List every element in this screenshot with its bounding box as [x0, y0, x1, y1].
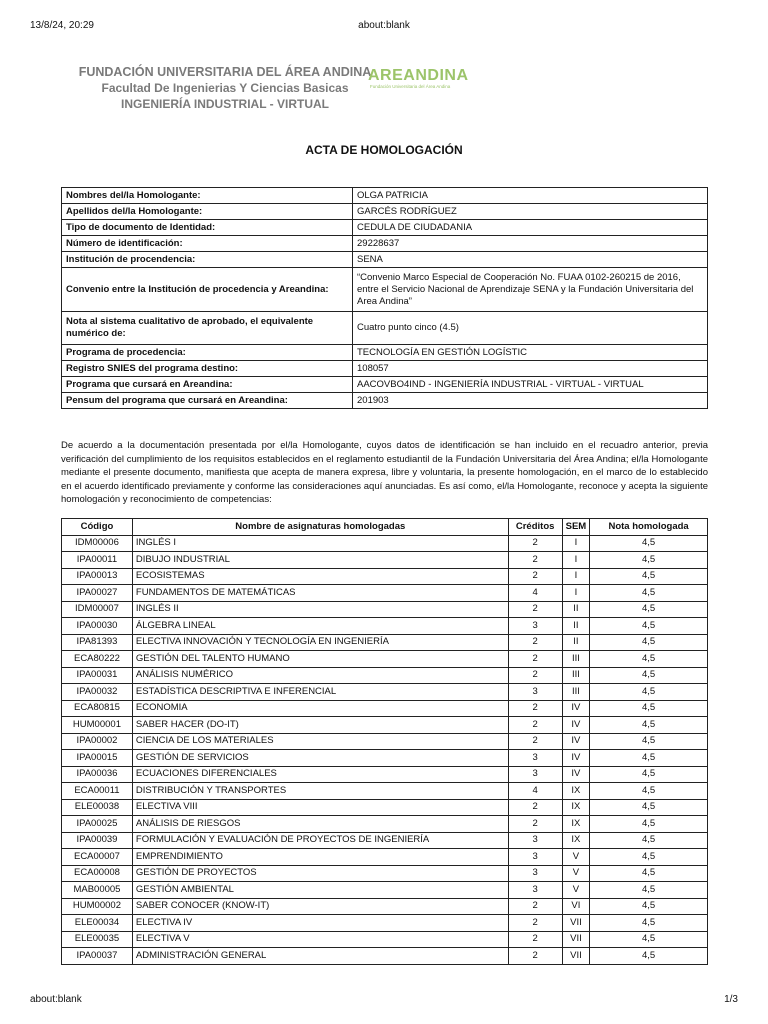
course-code: IPA00027	[62, 585, 133, 602]
course-credits: 2	[508, 898, 562, 915]
info-label: Programa que cursará en Areandina:	[62, 377, 353, 393]
course-row	[62, 651, 708, 668]
course-grade: 4,5	[590, 799, 708, 816]
document-title: ACTA DE HOMOLOGACIÓN	[305, 143, 463, 157]
info-label: Número de identificación:	[62, 236, 353, 252]
course-code: ELE00034	[62, 915, 133, 932]
course-grade: 4,5	[590, 618, 708, 635]
print-footer	[30, 994, 738, 1008]
course-name: CIENCIA DE LOS MATERIALES	[132, 733, 508, 750]
course-code: IPA00013	[62, 568, 133, 585]
course-semester: I	[562, 552, 590, 569]
course-row	[62, 684, 708, 701]
info-row	[62, 252, 708, 268]
info-value: 29228637	[353, 236, 708, 252]
course-name: ELECTIVA IV	[132, 915, 508, 932]
course-grade: 4,5	[590, 585, 708, 602]
course-row	[62, 733, 708, 750]
course-grade: 4,5	[590, 684, 708, 701]
course-credits: 3	[508, 684, 562, 701]
course-credits: 3	[508, 750, 562, 767]
course-row	[62, 898, 708, 915]
course-code: ELE00038	[62, 799, 133, 816]
course-credits: 2	[508, 915, 562, 932]
course-row	[62, 865, 708, 882]
info-row	[62, 361, 708, 377]
course-grade: 4,5	[590, 700, 708, 717]
info-row	[62, 268, 708, 312]
footer-url: about:blank	[30, 994, 82, 1005]
course-name: ECUACIONES DIFERENCIALES	[132, 766, 508, 783]
course-grade: 4,5	[590, 601, 708, 618]
course-grade: 4,5	[590, 733, 708, 750]
courses-header-row	[62, 519, 708, 536]
course-name: GESTIÓN AMBIENTAL	[132, 882, 508, 899]
course-name: ECOSISTEMAS	[132, 568, 508, 585]
info-value: 108057	[353, 361, 708, 377]
course-credits: 3	[508, 618, 562, 635]
course-name: EMPRENDIMIENTO	[132, 849, 508, 866]
course-row	[62, 882, 708, 899]
course-credits: 4	[508, 585, 562, 602]
info-label: Convenio entre la Institución de procedencia y Areandina:	[62, 268, 353, 312]
info-label: Nota al sistema cualitativo de aprobado, el equivalente numérico de:	[62, 312, 353, 345]
course-credits: 2	[508, 931, 562, 948]
course-code: IPA00031	[62, 667, 133, 684]
course-name: ELECTIVA VIII	[132, 799, 508, 816]
course-grade: 4,5	[590, 766, 708, 783]
course-code: ECA80222	[62, 651, 133, 668]
course-semester: I	[562, 535, 590, 552]
course-grade: 4,5	[590, 898, 708, 915]
course-name: DIBUJO INDUSTRIAL	[132, 552, 508, 569]
info-label: Registro SNIES del programa destino:	[62, 361, 353, 377]
course-grade: 4,5	[590, 832, 708, 849]
course-grade: 4,5	[590, 535, 708, 552]
course-name: FORMULACIÓN Y EVALUACIÓN DE PROYECTOS DE INGENIERÍA	[132, 832, 508, 849]
course-name: ESTADÍSTICA DESCRIPTIVA E INFERENCIAL	[132, 684, 508, 701]
course-grade: 4,5	[590, 915, 708, 932]
course-semester: III	[562, 667, 590, 684]
header-semester: SEM	[562, 519, 590, 536]
info-value: “Convenio Marco Especial de Cooperación No. FUAA 0102-260215 de 2016, entre el Servicio Nacional de Aprendizaje SENA y la Fundación Universitaria del Area Andina”	[353, 268, 708, 312]
course-semester: V	[562, 882, 590, 899]
course-credits: 3	[508, 865, 562, 882]
info-row	[62, 393, 708, 409]
course-semester: VII	[562, 915, 590, 932]
course-code: IDM00006	[62, 535, 133, 552]
course-credits: 2	[508, 799, 562, 816]
course-name: ADMINISTRACIÓN GENERAL	[132, 948, 508, 965]
info-value: OLGA PATRICIA	[353, 188, 708, 204]
course-row	[62, 766, 708, 783]
info-value: AACOVBO4IND - INGENIERÍA INDUSTRIAL - VIRTUAL - VIRTUAL	[353, 377, 708, 393]
course-name: ANÁLISIS NUMÉRICO	[132, 667, 508, 684]
course-name: SABER CONOCER (KNOW-IT)	[132, 898, 508, 915]
course-grade: 4,5	[590, 717, 708, 734]
course-name: FUNDAMENTOS DE MATEMÁTICAS	[132, 585, 508, 602]
info-row	[62, 236, 708, 252]
course-credits: 2	[508, 568, 562, 585]
course-credits: 2	[508, 667, 562, 684]
course-grade: 4,5	[590, 634, 708, 651]
program-name: INGENIERÍA INDUSTRIAL - VIRTUAL	[120, 97, 329, 111]
header-grade: Nota homologada	[590, 519, 708, 536]
info-label: Institución de procendencia:	[62, 252, 353, 268]
info-value: TECNOLOGÍA EN GESTIÓN LOGÍSTIC	[353, 345, 708, 361]
course-credits: 2	[508, 733, 562, 750]
course-credits: 2	[508, 816, 562, 833]
course-semester: IV	[562, 733, 590, 750]
course-semester: II	[562, 618, 590, 635]
info-label: Nombres del/la Homologante:	[62, 188, 353, 204]
course-code: IPA00030	[62, 618, 133, 635]
course-row	[62, 667, 708, 684]
course-semester: I	[562, 568, 590, 585]
courses-table	[61, 518, 708, 965]
course-code: IPA00002	[62, 733, 133, 750]
course-code: IDM00007	[62, 601, 133, 618]
info-row	[62, 220, 708, 236]
course-semester: IV	[562, 700, 590, 717]
course-row	[62, 931, 708, 948]
course-code: HUM00001	[62, 717, 133, 734]
course-row	[62, 948, 708, 965]
info-label: Apellidos del/la Homologante:	[62, 204, 353, 220]
course-grade: 4,5	[590, 849, 708, 866]
course-row	[62, 568, 708, 585]
course-semester: VII	[562, 931, 590, 948]
course-credits: 3	[508, 849, 562, 866]
course-semester: IX	[562, 783, 590, 800]
info-row	[62, 204, 708, 220]
course-semester: IV	[562, 766, 590, 783]
course-row	[62, 915, 708, 932]
course-semester: II	[562, 601, 590, 618]
print-timestamp: 13/8/24, 20:29	[30, 20, 94, 31]
course-grade: 4,5	[590, 667, 708, 684]
course-grade: 4,5	[590, 931, 708, 948]
course-semester: V	[562, 865, 590, 882]
course-grade: 4,5	[590, 948, 708, 965]
course-row	[62, 535, 708, 552]
course-grade: 4,5	[590, 865, 708, 882]
course-semester: IX	[562, 816, 590, 833]
course-code: ELE00035	[62, 931, 133, 948]
info-label: Pensum del programa que cursará en Areandina:	[62, 393, 353, 409]
info-row	[62, 345, 708, 361]
course-name: INGLÉS I	[132, 535, 508, 552]
course-name: ANÁLISIS DE RIESGOS	[132, 816, 508, 833]
acceptance-paragraph: De acuerdo a la documentación presentada por el/la Homologante, cuyos datos de identificación se han incluido en el recuadro anterior, previa verificación del cumplimiento de los requisitos establecidos en el reglamento estudiantil de la Fundación Universitaria del Área Andina; el/la Homologante mediante el presente documento, manifiesta que acepta de manera expresa, libre y voluntaria, la presente homologación, en el marco de lo establecido en el acuerdo identificado previamente y conforme las consideraciones aquí anunciadas. Es así como, el/la Homologante, reconoce y acepta la siguiente homologación y reconocimiento de competencias:	[61, 440, 708, 506]
course-credits: 2	[508, 651, 562, 668]
course-name: ECONOMIA	[132, 700, 508, 717]
course-code: IPA00036	[62, 766, 133, 783]
logo-wordmark: AREANDINA	[368, 67, 469, 84]
institution-header	[40, 64, 410, 112]
course-credits: 2	[508, 634, 562, 651]
course-grade: 4,5	[590, 882, 708, 899]
course-row	[62, 700, 708, 717]
course-code: HUM00002	[62, 898, 133, 915]
course-row	[62, 634, 708, 651]
course-credits: 3	[508, 766, 562, 783]
course-code: IPA00025	[62, 816, 133, 833]
course-row	[62, 849, 708, 866]
course-credits: 2	[508, 552, 562, 569]
course-code: IPA00015	[62, 750, 133, 767]
course-semester: V	[562, 849, 590, 866]
faculty-name: Facultad De Ingenierias Y Ciencias Basicas	[101, 81, 349, 95]
course-name: ELECTIVA INNOVACIÓN Y TECNOLOGÍA EN INGENIERÍA	[132, 634, 508, 651]
header-code: Código	[62, 519, 133, 536]
info-row	[62, 377, 708, 393]
print-header	[30, 20, 738, 34]
course-grade: 4,5	[590, 552, 708, 569]
areandina-logo	[368, 68, 468, 94]
course-code: ECA00008	[62, 865, 133, 882]
course-grade: 4,5	[590, 750, 708, 767]
course-semester: IX	[562, 832, 590, 849]
course-semester: II	[562, 634, 590, 651]
course-row	[62, 717, 708, 734]
course-code: IPA00037	[62, 948, 133, 965]
course-credits: 3	[508, 882, 562, 899]
course-code: ECA00007	[62, 849, 133, 866]
header-course-name: Nombre de asignaturas homologadas	[132, 519, 508, 536]
course-name: INGLÉS II	[132, 601, 508, 618]
course-semester: VII	[562, 948, 590, 965]
info-label: Tipo de documento de Identidad:	[62, 220, 353, 236]
course-row	[62, 799, 708, 816]
course-name: ÁLGEBRA LINEAL	[132, 618, 508, 635]
course-code: ECA00011	[62, 783, 133, 800]
course-row	[62, 816, 708, 833]
info-value: 201903	[353, 393, 708, 409]
course-credits: 2	[508, 601, 562, 618]
course-credits: 3	[508, 832, 562, 849]
info-row	[62, 312, 708, 345]
logo-tagline: Fundación Universitaria del Área Andina	[370, 84, 451, 89]
course-grade: 4,5	[590, 651, 708, 668]
course-code: MAB00005	[62, 882, 133, 899]
course-code: IPA81393	[62, 634, 133, 651]
info-value: CEDULA DE CIUDADANIA	[353, 220, 708, 236]
course-name: GESTIÓN DE PROYECTOS	[132, 865, 508, 882]
course-name: GESTIÓN DEL TALENTO HUMANO	[132, 651, 508, 668]
print-url: about:blank	[358, 20, 410, 31]
course-grade: 4,5	[590, 816, 708, 833]
course-row	[62, 832, 708, 849]
info-value: Cuatro punto cinco (4.5)	[353, 312, 708, 345]
course-grade: 4,5	[590, 783, 708, 800]
course-code: ECA80815	[62, 700, 133, 717]
course-credits: 4	[508, 783, 562, 800]
course-name: ELECTIVA V	[132, 931, 508, 948]
institution-name: FUNDACIÓN UNIVERSITARIA DEL ÁREA ANDINA	[78, 65, 372, 79]
course-code: IPA00032	[62, 684, 133, 701]
course-code: IPA00011	[62, 552, 133, 569]
info-value: SENA	[353, 252, 708, 268]
course-row	[62, 601, 708, 618]
course-row	[62, 585, 708, 602]
course-row	[62, 618, 708, 635]
header-credits: Créditos	[508, 519, 562, 536]
course-semester: IV	[562, 750, 590, 767]
course-row	[62, 783, 708, 800]
course-credits: 2	[508, 948, 562, 965]
course-semester: III	[562, 684, 590, 701]
info-row	[62, 188, 708, 204]
course-name: DISTRIBUCIÓN Y TRANSPORTES	[132, 783, 508, 800]
course-name: GESTIÓN DE SERVICIOS	[132, 750, 508, 767]
page-number: 1/3	[724, 994, 738, 1005]
course-credits: 2	[508, 535, 562, 552]
course-semester: IX	[562, 799, 590, 816]
course-row	[62, 750, 708, 767]
course-credits: 2	[508, 717, 562, 734]
info-label: Programa de procedencia:	[62, 345, 353, 361]
course-semester: I	[562, 585, 590, 602]
course-semester: IV	[562, 717, 590, 734]
course-semester: VI	[562, 898, 590, 915]
info-value: GARCÉS RODRÍGUEZ	[353, 204, 708, 220]
course-row	[62, 552, 708, 569]
course-credits: 2	[508, 700, 562, 717]
course-name: SABER HACER (DO-IT)	[132, 717, 508, 734]
homologant-info-table	[61, 187, 708, 409]
course-code: IPA00039	[62, 832, 133, 849]
course-grade: 4,5	[590, 568, 708, 585]
course-semester: III	[562, 651, 590, 668]
